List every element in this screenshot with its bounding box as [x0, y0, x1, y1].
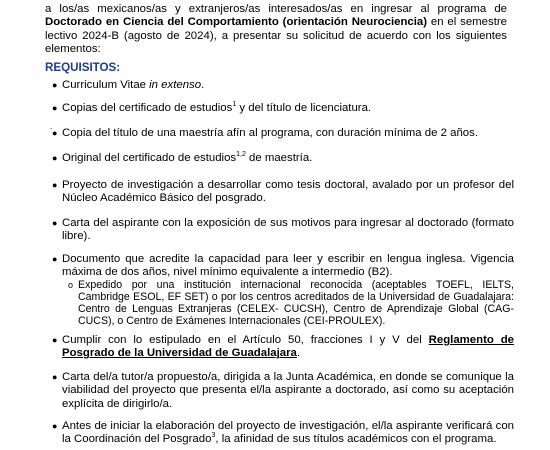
regulation-link[interactable]: Reglamento de Posgrado de la Universidad de Guadalajara — [62, 334, 514, 360]
intro-text-end: en el semestre lectivo 2024-B (agosto de 2024), a presentar su solicitud de acuerdo con los siguientes elementos: — [45, 16, 507, 56]
requirement-item-original-certificate: ● Original del certificado de estudios$^{1,2}$ de maestría. — [52, 151, 313, 164]
intro-paragraph — [45, 3, 507, 57]
requirement-item-english-proficiency: ● Documento que acredite la capacidad para leer y escribir en lengua inglesa. Vigencia máxima de dos años, nivel mínimo equivalente a intermedio (B2). — [52, 253, 514, 279]
requirement-item-research-project: ● Proyecto de investigación a desarrollar como tesis doctoral, avalado por un profesor del Núcleo Académico Básico del posgrado. — [52, 179, 514, 205]
stray-mark: . — [50, 122, 53, 131]
intro-text-start: a los/as mexicanos/as y extranjeros/as interesados/as en ingresar al programa de — [45, 3, 507, 15]
bullet-icon: ● — [52, 254, 58, 264]
footnote-ref: 3 — [211, 432, 216, 440]
bullet-icon: ● — [52, 372, 58, 382]
requirement-item-article-50: ● Cumplir con lo estipulado en el Artículo 50, fracciones I y V del Reglamento de Posgrado de la Universidad de Guadalajara. — [52, 334, 514, 360]
bullet-icon: ● — [52, 218, 58, 228]
bullet-icon: ● — [52, 103, 58, 113]
requirements-heading: REQUISITOS: — [45, 61, 121, 74]
bullet-icon: ● — [52, 421, 58, 431]
requirement-item-cv: ● Curriculum Vitae in extenso. — [52, 79, 205, 91]
bullet-icon: ● — [52, 335, 58, 345]
requirement-item-certificate-copies: ● Copias del certificado de estudios$^1$ y del título de licenciatura. — [52, 101, 372, 114]
bullet-icon: ● — [52, 153, 58, 163]
footnote-ref: 1,2 — [236, 151, 246, 159]
in-extenso-text: in extenso — [149, 79, 202, 91]
sub-item-english-certification: o Expedido por una institución internacional reconocida (aceptables TOEFL, IELTS, Cambridge ESOL, EF SET) o por los centros acreditados de la Universidad de Guadalajara: Centro de Lenguas Extranjeras (CELEX- CUCSH), Centro de Aprendizaje Global (CAG-CUCS), o Centro de Exámenes Internacionales (CEI-PROULEX). — [68, 279, 514, 327]
footnote-ref: 1 — [232, 101, 237, 109]
sub-bullet-icon: o — [68, 280, 74, 290]
program-name: Doctorado en Ciencia del Comportamiento (orientación Neurociencia) — [45, 16, 428, 29]
requirement-item-coordination-check: ● Antes de iniciar la elaboración del proyecto de investigación, el/la aspirante verificará con la Coordinación del Posgrado$^3$, la afinidad de sus títulos académicos con el programa. — [52, 420, 514, 446]
bullet-icon: ● — [52, 128, 58, 138]
bullet-icon: ● — [52, 180, 58, 190]
requirement-item-tutor-letter: ● Carta del/a tutor/a propuesto/a, dirigida a la Junta Académica, en donde se comunique la viabilidad del proyecto que presenta el/la aspirante a doctorado, así como su aceptación explícita de dirigirlo/a. — [52, 371, 514, 410]
requirement-item-masters-title: ● Copia del título de una maestría afín al programa, con duración mínima de 2 años. — [52, 127, 478, 139]
bullet-icon: ● — [52, 80, 58, 90]
requirement-item-motivation-letter: ● Carta del aspirante con la exposición de sus motivos para ingresar al doctorado (formato libre). — [52, 217, 514, 243]
